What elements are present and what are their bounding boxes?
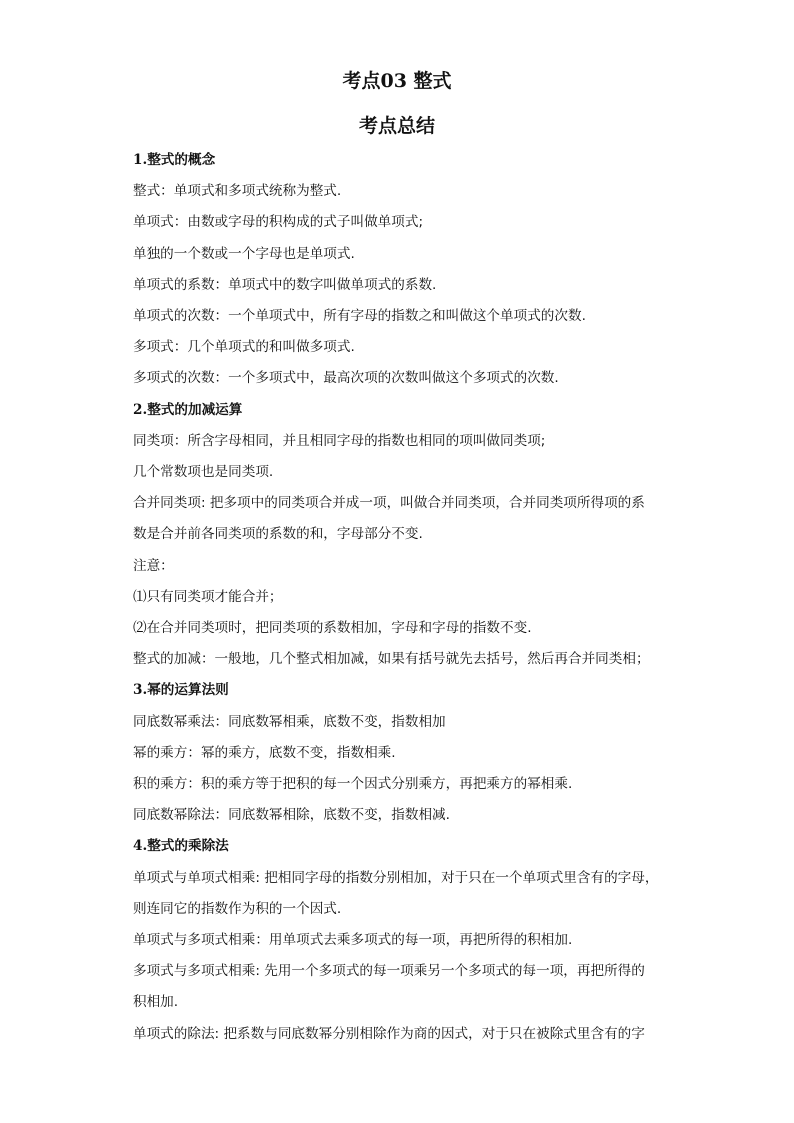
text-line: 整式的加减：一般地，几个整式相加减，如果有括号就先去括号，然后再合并同类相； bbox=[133, 651, 650, 667]
text-line: 单项式与单项式相乘: 把相同字母的指数分别相加，对于只在一个单项式里含有的字母， bbox=[133, 870, 659, 886]
section-heading: 3.幂的运算法则 bbox=[133, 682, 229, 698]
text-line: 单独的一个数或一个字母也是单项式. bbox=[133, 246, 355, 262]
text-line: 合并同类项: 把多项中的同类项合并成一项，叫做合并同类项，合并同类项所得项的系 bbox=[133, 495, 645, 511]
text-line: 单项式与多项式相乘：用单项式去乘多项式的每一项，再把所得的积相加. bbox=[133, 932, 573, 948]
text-line: 单项式的次数：一个单项式中，所有字母的指数之和叫做这个单项式的次数. bbox=[133, 308, 586, 324]
text-line: ⑴只有同类项才能合并； bbox=[133, 589, 283, 605]
text-line: 单项式的系数：单项式中的数字叫做单项式的系数. bbox=[133, 277, 437, 293]
text-line: 单项式：由数或字母的积构成的式子叫做单项式; bbox=[133, 214, 424, 230]
text-line: 则连同它的指数作为积的一个因式. bbox=[133, 901, 342, 917]
text-line: 积的乘方：积的乘方等于把积的每一个因式分别乘方，再把乘方的幂相乘. bbox=[133, 776, 573, 792]
text-line: ⑵在合并同类项时，把同类项的系数相加，字母和字母的指数不变. bbox=[133, 620, 532, 636]
section-heading: 4.整式的乘除法 bbox=[133, 838, 229, 854]
section-heading: 1.整式的概念 bbox=[133, 152, 216, 168]
text-line: 多项式的次数：一个多项式中，最高次项的次数叫做这个多项式的次数. bbox=[133, 370, 559, 386]
text-line: 同底数幂除法：同底数幂相除，底数不变，指数相减. bbox=[133, 807, 450, 823]
text-line: 多项式与多项式相乘: 先用一个多项式的每一项乘另一个多项式的每一项，再把所得的 bbox=[133, 963, 645, 979]
text-line: 单项式的除法: 把系数与同底数幂分别相除作为商的因式，对于只在被除式里含有的字 bbox=[133, 1026, 645, 1042]
text-line: 多项式：几个单项式的和叫做多项式. bbox=[133, 339, 355, 355]
text-line: 注意： bbox=[133, 558, 174, 574]
text-line: 幂的乘方：幂的乘方，底数不变，指数相乘. bbox=[133, 745, 396, 761]
section-heading: 2.整式的加减运算 bbox=[133, 402, 243, 418]
page-subtitle: 考点总结 bbox=[358, 115, 435, 137]
text-line: 数是合并前各同类项的系数的和，字母部分不变. bbox=[133, 526, 423, 542]
text-line: 积相加. bbox=[133, 994, 179, 1010]
text-line: 同类项：所含字母相同，并且相同字母的指数也相同的项叫做同类项; bbox=[133, 433, 546, 449]
page-title: 考点03 整式 bbox=[342, 70, 452, 92]
text-line: 同底数幂乘法：同底数幂相乘，底数不变，指数相加 bbox=[133, 714, 446, 730]
text-line: 整式：单项式和多项式统称为整式. bbox=[133, 183, 342, 199]
text-line: 几个常数项也是同类项. bbox=[133, 464, 274, 480]
